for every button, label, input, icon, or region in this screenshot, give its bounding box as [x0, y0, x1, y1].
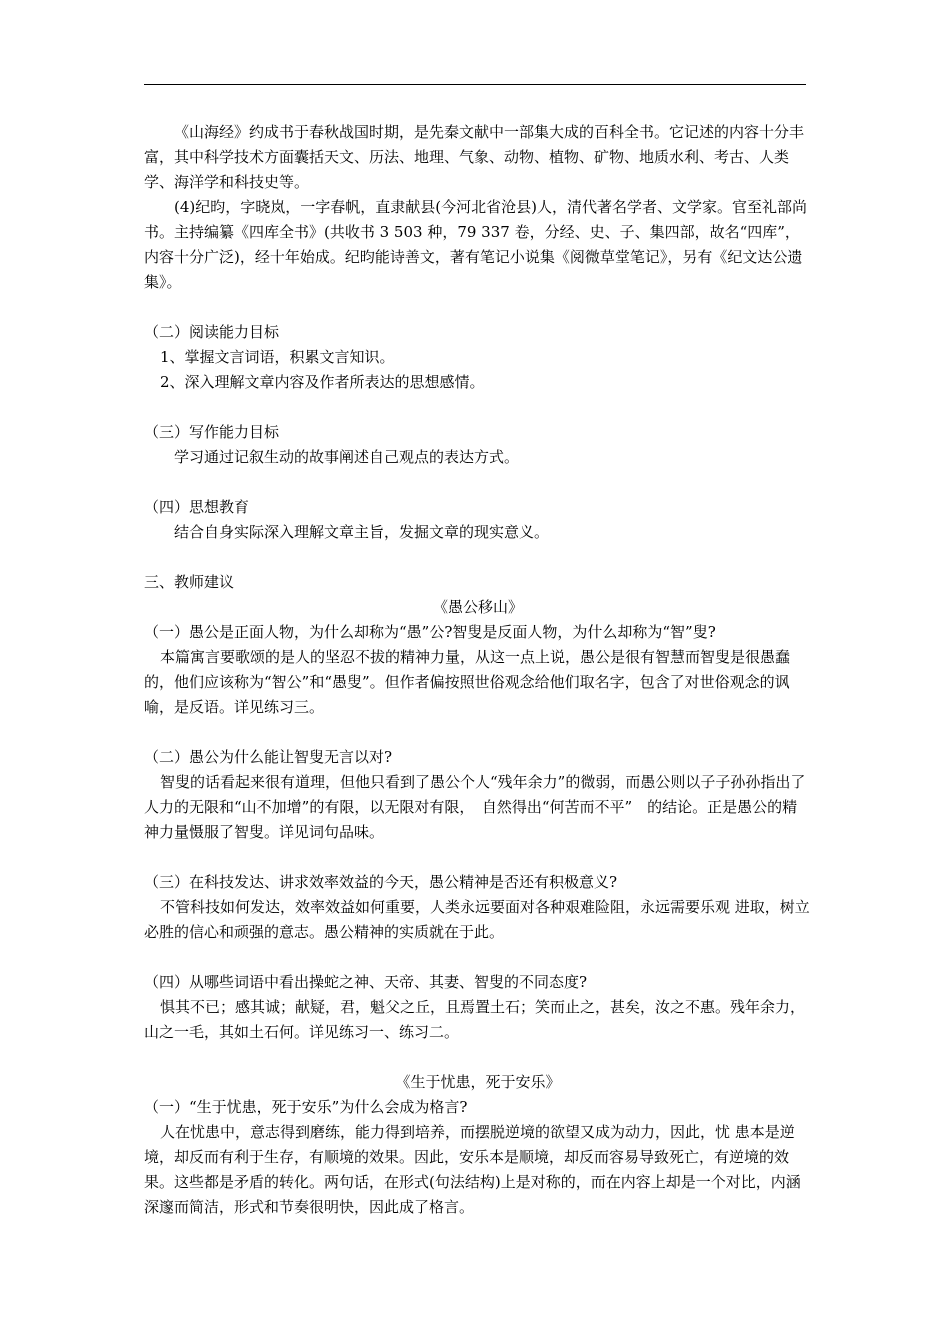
answer: 智叟的话看起来很有道理，但他只看到了愚公个人“残年余力”的微弱，而愚公则以子子孙孙指出了人力的无限和“山不加增”的有限，以无限对有限， 自然得出“何苦而不平” 的结论。正是愚公的精神力量慑服了智叟。详见词句品味。	[144, 773, 806, 841]
heading-thought-education: （四）思想教育	[144, 498, 250, 516]
paragraph-shanhaijing: 《山海经》约成书于春秋战国时期，是先秦文献中一部集大成的百科全书。它记述的内容十分丰富，其中科学技术方面囊括天文、历法、地理、气象、动物、植物、矿物、地质水利、考古、人类学、海洋学和科技史等。	[144, 123, 805, 191]
thought-education-text: 结合自身实际深入理解文章主旨，发掘文章的现实意义。	[174, 523, 550, 541]
document-body	[144, 120, 812, 1220]
heading-teacher-suggestions: 三、教师建议	[144, 573, 235, 591]
answer: 不管科技如何发达，效率效益如何重要，人类永远要面对各种艰难险阻，永远需要乐观 进取，树立必胜的信心和顽强的意志。愚公精神的实质就在于此。	[144, 898, 810, 941]
answer: 人在忧患中，意志得到磨练，能力得到培养，而摆脱逆境的欲望又成为动力，因此，忧 患本是逆境，却反而有利于生存，有顺境的效果。因此，安乐本是顺境，却反而容易导致死亡，有逆境的效果。这些都是矛盾的转化。两句话，在形式(句法结构)上是对称的，而在内容上却是一个对比，内涵深邃而简洁，形式和节奏很明快，因此成了格言。	[144, 1123, 801, 1216]
header-rule	[144, 84, 806, 85]
question: （三）在科技发达、讲求效率效益的今天，愚公精神是否还有积极意义?	[144, 873, 618, 891]
question: （一）愚公是正面人物，为什么却称为“愚”公?智叟是反面人物，为什么却称为“智”叟?	[144, 623, 716, 641]
writing-goal-text: 学习通过记叙生动的故事阐述自己观点的表达方式。	[174, 448, 520, 466]
reading-goal-item: 1、掌握文言词语，积累文言知识。	[160, 348, 395, 366]
heading-reading-goals: （二）阅读能力目标	[144, 323, 280, 341]
question: （四）从哪些词语中看出操蛇之神、天帝、其妻、智叟的不同态度?	[144, 973, 588, 991]
heading-writing-goals: （三）写作能力目标	[144, 423, 280, 441]
title-shengyu: 《生于忧患，死于安乐》	[395, 1073, 561, 1091]
paragraph-jiyun: (4)纪昀，字晓岚，一字春帆，直隶献县(今河北省沧县)人，清代著名学者、文学家。官至礼部尚书。主持编纂《四库全书》(共收书 3 503 种，79 337 卷，分经、史、子、集四部，故名“四库”，内容十分广泛)，经十年始成。纪昀能诗善文，著有笔记小说集《阅微草堂笔记》，另有《纪文达公遗集》。	[144, 198, 807, 291]
answer: 本篇寓言要歌颂的是人的坚忍不拔的精神力量，从这一点上说，愚公是很有智慧而智叟是很愚蠢的，他们应该称为“智公”和“愚叟”。但作者偏按照世俗观念给他们取名字，包含了对世俗观念的讽喻，是反语。详见练习三。	[144, 648, 791, 716]
question: （一）“生于忧患，死于安乐”为什么会成为格言?	[144, 1098, 468, 1116]
answer: 惧其不已；感其诚；献疑，君，魁父之丘，且焉置土石；笑而止之，甚矣，汝之不惠。残年余力，山之一毛，其如土石何。详见练习一、练习二。	[144, 998, 806, 1041]
title-yugong: 《愚公移山》	[432, 598, 523, 616]
reading-goal-item: 2、深入理解文章内容及作者所表达的思想感情。	[160, 373, 485, 391]
question: （二）愚公为什么能让智叟无言以对?	[144, 748, 393, 766]
